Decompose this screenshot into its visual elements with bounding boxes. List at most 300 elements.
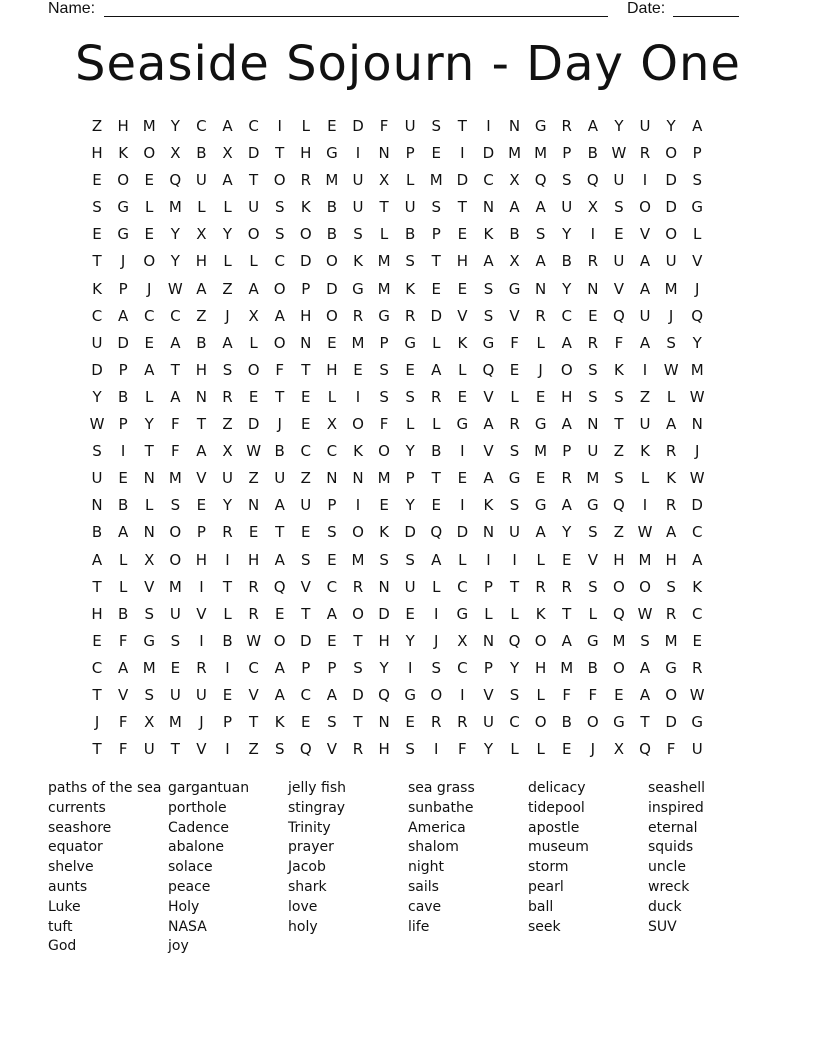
grid-letter[interactable]: O (586, 713, 599, 732)
grid-letter[interactable]: Q (169, 171, 182, 190)
grid-letter[interactable]: E (614, 685, 624, 704)
grid-letter[interactable]: Q (586, 171, 599, 190)
grid-letter[interactable]: Y (170, 225, 180, 244)
grid-letter[interactable]: L (301, 117, 310, 135)
grid-letter[interactable]: Y (614, 117, 624, 135)
grid-letter[interactable]: L (223, 198, 232, 217)
grid-letter[interactable]: A (431, 550, 442, 569)
grid-letter[interactable]: A (431, 360, 442, 379)
grid-letter[interactable]: L (145, 198, 154, 217)
grid-letter[interactable]: L (118, 577, 128, 596)
grid-letter[interactable]: I (434, 604, 439, 623)
grid-letter[interactable]: G (691, 198, 704, 217)
grid-letter[interactable]: K (379, 523, 389, 542)
grid-letter[interactable]: L (536, 333, 545, 352)
grid-letter[interactable]: M (168, 469, 182, 488)
grid-letter[interactable]: V (144, 577, 155, 596)
grid-letter[interactable]: Y (692, 333, 702, 352)
grid-letter[interactable]: W (637, 523, 653, 542)
grid-letter[interactable]: G (691, 713, 704, 732)
grid-letter[interactable]: L (432, 577, 441, 596)
grid-letter[interactable]: F (275, 360, 285, 379)
grid-letter[interactable]: P (118, 360, 128, 379)
grid-letter[interactable]: E (301, 387, 311, 406)
grid-letter[interactable]: G (456, 415, 469, 434)
grid-letter[interactable]: M (560, 658, 574, 677)
grid-letter[interactable]: O (665, 225, 678, 244)
grid-letter[interactable]: I (460, 496, 465, 515)
grid-letter[interactable]: D (665, 198, 677, 217)
grid-letter[interactable]: S (666, 333, 676, 352)
grid-letter[interactable]: A (274, 658, 285, 677)
grid-letter[interactable]: S (483, 279, 494, 298)
grid-letter[interactable]: N (508, 117, 521, 135)
grid-letter[interactable]: S (614, 469, 624, 488)
date-field[interactable] (673, 16, 739, 17)
grid-letter[interactable]: B (222, 631, 233, 650)
grid-letter[interactable]: E (431, 279, 441, 298)
grid-letter[interactable]: R (352, 577, 364, 596)
grid-letter[interactable]: D (430, 306, 443, 325)
grid-letter[interactable]: Z (248, 740, 259, 759)
grid-letter[interactable]: M (168, 713, 182, 732)
grid-letter[interactable]: Q (430, 523, 443, 542)
grid-letter[interactable]: E (92, 631, 102, 650)
grid-letter[interactable]: R (300, 171, 312, 190)
grid-letter[interactable]: R (535, 306, 546, 325)
grid-letter[interactable]: P (483, 658, 493, 677)
grid-letter[interactable]: R (404, 306, 416, 325)
grid-letter[interactable]: G (404, 333, 416, 352)
grid-letter[interactable]: S (327, 713, 337, 732)
grid-letter[interactable]: N (587, 415, 599, 434)
grid-letter[interactable]: O (639, 198, 651, 217)
grid-letter[interactable]: E (144, 333, 154, 352)
grid-letter[interactable]: Y (562, 225, 572, 244)
grid-letter[interactable]: U (91, 333, 103, 352)
grid-letter[interactable]: R (352, 306, 364, 325)
grid-letter[interactable]: K (92, 279, 102, 298)
grid-letter[interactable]: E (614, 225, 624, 244)
grid-letter[interactable]: B (117, 496, 129, 515)
grid-letter[interactable]: K (535, 604, 546, 623)
grid-letter[interactable]: E (327, 117, 337, 135)
grid-letter[interactable]: F (171, 415, 180, 434)
grid-letter[interactable]: J (590, 740, 596, 759)
grid-letter[interactable]: X (248, 306, 259, 325)
grid-letter[interactable]: Q (691, 306, 704, 325)
grid-letter[interactable]: J (694, 442, 700, 461)
grid-letter[interactable]: N (378, 713, 390, 732)
grid-letter[interactable]: I (460, 144, 465, 163)
grid-letter[interactable]: A (274, 550, 285, 569)
grid-letter[interactable]: D (456, 523, 469, 542)
grid-letter[interactable]: O (613, 658, 625, 677)
grid-letter[interactable]: E (405, 604, 415, 623)
grid-letter[interactable]: V (483, 442, 494, 461)
grid-letter[interactable]: M (142, 658, 156, 677)
grid-letter[interactable]: C (561, 306, 572, 325)
grid-letter[interactable]: E (327, 550, 337, 569)
grid-letter[interactable]: E (457, 225, 468, 244)
grid-letter[interactable]: A (222, 171, 233, 190)
grid-letter[interactable]: T (562, 604, 572, 623)
grid-letter[interactable]: V (196, 469, 207, 488)
grid-letter[interactable]: G (143, 631, 156, 650)
grid-letter[interactable]: A (561, 333, 572, 352)
grid-letter[interactable]: N (143, 469, 155, 488)
grid-letter[interactable]: J (147, 279, 152, 298)
grid-letter[interactable]: J (199, 713, 204, 732)
grid-letter[interactable]: L (223, 252, 232, 271)
grid-letter[interactable]: T (170, 360, 180, 379)
grid-letter[interactable]: O (534, 631, 547, 650)
grid-letter[interactable]: W (689, 685, 705, 704)
grid-letter[interactable]: R (535, 577, 546, 596)
grid-letter[interactable]: P (431, 225, 441, 244)
grid-letter[interactable]: L (458, 550, 467, 569)
grid-letter[interactable]: A (587, 117, 598, 135)
grid-letter[interactable]: S (92, 442, 102, 461)
grid-letter[interactable]: Z (91, 117, 103, 135)
grid-letter[interactable]: S (144, 685, 154, 704)
grid-letter[interactable]: P (118, 279, 128, 298)
grid-letter[interactable]: A (274, 496, 285, 515)
grid-letter[interactable]: X (144, 713, 155, 732)
grid-letter[interactable]: R (665, 496, 677, 515)
grid-letter[interactable]: N (378, 144, 390, 163)
grid-letter[interactable]: Y (483, 740, 494, 759)
grid-letter[interactable]: I (642, 360, 648, 379)
grid-letter[interactable]: Y (144, 415, 154, 434)
grid-letter[interactable]: O (117, 171, 130, 190)
grid-letter[interactable]: W (689, 469, 705, 488)
grid-letter[interactable]: R (352, 740, 364, 759)
grid-letter[interactable]: M (142, 117, 156, 135)
grid-letter[interactable]: O (143, 144, 156, 163)
grid-letter[interactable]: O (273, 631, 286, 650)
grid-letter[interactable]: B (196, 333, 207, 352)
grid-letter[interactable]: L (379, 225, 389, 244)
grid-letter[interactable]: A (196, 442, 207, 461)
grid-letter[interactable]: P (327, 658, 337, 677)
grid-letter[interactable]: M (638, 550, 652, 569)
grid-letter[interactable]: I (225, 550, 230, 569)
grid-letter[interactable]: E (248, 387, 259, 406)
grid-letter[interactable]: Q (273, 577, 286, 596)
grid-letter[interactable]: S (614, 387, 624, 406)
grid-letter[interactable]: Z (613, 442, 625, 461)
grid-letter[interactable]: U (613, 171, 625, 190)
grid-letter[interactable]: B (561, 713, 572, 732)
grid-letter[interactable]: N (691, 415, 703, 434)
grid-letter[interactable]: I (199, 631, 204, 650)
grid-letter[interactable]: F (614, 333, 624, 352)
grid-letter[interactable]: P (118, 415, 128, 434)
grid-letter[interactable]: S (561, 171, 572, 190)
grid-letter[interactable]: O (247, 360, 260, 379)
grid-letter[interactable]: R (248, 604, 259, 623)
grid-letter[interactable]: Q (378, 685, 390, 704)
grid-letter[interactable]: O (665, 685, 678, 704)
grid-letter[interactable]: I (486, 550, 491, 569)
grid-letter[interactable]: W (246, 442, 262, 461)
grid-letter[interactable]: T (431, 469, 441, 488)
grid-letter[interactable]: I (407, 658, 413, 677)
grid-letter[interactable]: O (299, 225, 312, 244)
grid-letter[interactable]: V (613, 279, 625, 298)
grid-letter[interactable]: A (170, 387, 181, 406)
grid-letter[interactable]: D (247, 144, 260, 163)
grid-letter[interactable]: S (274, 225, 285, 244)
grid-letter[interactable]: C (509, 713, 520, 732)
grid-letter[interactable]: J (277, 415, 282, 434)
grid-letter[interactable]: T (614, 415, 624, 434)
grid-letter[interactable]: K (118, 144, 129, 163)
grid-letter[interactable]: T (379, 198, 389, 217)
grid-letter[interactable]: C (300, 442, 312, 461)
grid-letter[interactable]: S (588, 523, 598, 542)
grid-letter[interactable]: L (249, 333, 258, 352)
grid-letter[interactable]: Y (222, 496, 233, 515)
grid-letter[interactable]: F (458, 740, 467, 759)
grid-letter[interactable]: I (512, 550, 517, 569)
grid-letter[interactable]: E (457, 279, 468, 298)
grid-letter[interactable]: M (168, 198, 182, 217)
grid-letter[interactable]: S (301, 550, 311, 569)
grid-letter[interactable]: B (561, 252, 572, 271)
grid-letter[interactable]: R (665, 442, 677, 461)
grid-letter[interactable]: U (352, 171, 364, 190)
grid-letter[interactable]: E (379, 496, 389, 515)
grid-letter[interactable]: D (326, 279, 338, 298)
grid-letter[interactable]: P (405, 469, 415, 488)
grid-letter[interactable]: L (197, 198, 206, 217)
grid-letter[interactable]: U (639, 117, 651, 135)
grid-letter[interactable]: O (273, 333, 286, 352)
grid-letter[interactable]: B (326, 225, 338, 244)
grid-letter[interactable]: Y (562, 523, 572, 542)
grid-letter[interactable]: G (534, 415, 547, 434)
grid-letter[interactable]: S (588, 360, 598, 379)
grid-letter[interactable]: M (377, 279, 391, 298)
grid-letter[interactable]: N (535, 279, 547, 298)
grid-letter[interactable]: H (91, 604, 103, 623)
grid-letter[interactable]: M (325, 171, 339, 190)
grid-letter[interactable]: I (460, 442, 465, 461)
grid-letter[interactable]: G (508, 469, 521, 488)
grid-letter[interactable]: Q (613, 604, 625, 623)
grid-letter[interactable]: S (509, 496, 520, 515)
grid-letter[interactable]: A (561, 496, 572, 515)
grid-letter[interactable]: K (666, 469, 677, 488)
grid-letter[interactable]: V (196, 604, 207, 623)
grid-letter[interactable]: T (249, 171, 259, 190)
grid-letter[interactable]: L (145, 387, 154, 406)
grid-letter[interactable]: H (195, 360, 208, 379)
grid-letter[interactable]: Q (613, 306, 625, 325)
grid-letter[interactable]: T (301, 360, 311, 379)
grid-letter[interactable]: L (536, 550, 545, 569)
grid-letter[interactable]: V (483, 387, 494, 406)
grid-letter[interactable]: M (429, 171, 443, 190)
grid-letter[interactable]: A (665, 415, 677, 434)
grid-letter[interactable]: V (483, 685, 494, 704)
grid-letter[interactable]: G (534, 117, 547, 135)
grid-letter[interactable]: P (692, 144, 702, 163)
grid-letter[interactable]: I (225, 740, 230, 759)
grid-letter[interactable]: E (118, 469, 128, 488)
grid-letter[interactable]: K (353, 252, 363, 271)
grid-letter[interactable]: I (199, 577, 204, 596)
grid-letter[interactable]: H (247, 550, 260, 569)
grid-letter[interactable]: B (405, 225, 416, 244)
grid-letter[interactable]: A (118, 658, 129, 677)
grid-letter[interactable]: X (613, 740, 625, 759)
grid-letter[interactable]: L (484, 604, 493, 623)
grid-letter[interactable]: L (405, 415, 415, 434)
grid-letter[interactable]: D (117, 333, 129, 352)
grid-letter[interactable]: S (379, 387, 389, 406)
grid-letter[interactable]: L (536, 740, 545, 759)
grid-letter[interactable]: O (352, 415, 364, 434)
grid-letter[interactable]: L (510, 740, 519, 759)
grid-letter[interactable]: N (300, 333, 312, 352)
grid-letter[interactable]: O (430, 685, 443, 704)
grid-letter[interactable]: C (196, 117, 207, 135)
grid-letter[interactable]: S (509, 442, 520, 461)
grid-letter[interactable]: S (692, 171, 702, 190)
grid-letter[interactable]: S (144, 604, 154, 623)
grid-letter[interactable]: R (222, 523, 233, 542)
grid-letter[interactable]: T (144, 442, 154, 461)
grid-letter[interactable]: S (509, 685, 520, 704)
grid-letter[interactable]: X (222, 442, 233, 461)
grid-letter[interactable]: G (613, 713, 625, 732)
grid-letter[interactable]: S (588, 387, 598, 406)
grid-letter[interactable]: U (300, 496, 312, 515)
grid-letter[interactable]: M (664, 279, 678, 298)
grid-letter[interactable]: V (300, 577, 311, 596)
grid-letter[interactable]: U (404, 117, 416, 135)
grid-letter[interactable]: E (353, 360, 363, 379)
grid-letter[interactable]: S (431, 658, 442, 677)
grid-letter[interactable]: B (117, 387, 129, 406)
grid-letter[interactable]: X (222, 144, 233, 163)
grid-letter[interactable]: A (561, 415, 572, 434)
grid-letter[interactable]: G (352, 279, 364, 298)
grid-letter[interactable]: H (117, 117, 129, 135)
grid-letter[interactable]: L (145, 496, 154, 515)
grid-letter[interactable]: P (562, 144, 572, 163)
grid-letter[interactable]: N (143, 523, 155, 542)
grid-letter[interactable]: A (144, 360, 155, 379)
grid-letter[interactable]: L (536, 685, 545, 704)
grid-letter[interactable]: Z (300, 469, 311, 488)
grid-letter[interactable]: C (457, 658, 468, 677)
grid-letter[interactable]: D (247, 415, 260, 434)
grid-letter[interactable]: M (508, 144, 522, 163)
grid-letter[interactable]: L (432, 333, 441, 352)
grid-letter[interactable]: A (509, 198, 520, 217)
grid-letter[interactable]: F (666, 740, 676, 759)
grid-letter[interactable]: T (509, 577, 520, 596)
grid-letter[interactable]: Z (222, 415, 233, 434)
grid-letter[interactable]: C (483, 171, 494, 190)
grid-letter[interactable]: H (195, 550, 208, 569)
grid-letter[interactable]: U (248, 198, 260, 217)
grid-letter[interactable]: A (561, 631, 572, 650)
grid-letter[interactable]: A (639, 658, 651, 677)
grid-letter[interactable]: U (613, 252, 625, 271)
grid-letter[interactable]: R (561, 117, 572, 135)
grid-letter[interactable]: U (691, 740, 703, 759)
grid-letter[interactable]: Y (666, 117, 676, 135)
grid-letter[interactable]: M (168, 577, 182, 596)
grid-letter[interactable]: E (301, 523, 311, 542)
grid-letter[interactable]: X (587, 198, 598, 217)
grid-letter[interactable]: L (640, 469, 650, 488)
grid-letter[interactable]: Y (379, 658, 389, 677)
grid-letter[interactable]: E (561, 740, 572, 759)
grid-letter[interactable]: S (274, 740, 285, 759)
grid-letter[interactable]: J (94, 713, 100, 732)
grid-letter[interactable]: N (482, 198, 495, 217)
grid-letter[interactable]: Q (299, 740, 312, 759)
grid-letter[interactable]: W (637, 604, 653, 623)
grid-letter[interactable]: I (642, 496, 648, 515)
grid-letter[interactable]: U (195, 685, 207, 704)
grid-letter[interactable]: A (535, 523, 546, 542)
grid-letter[interactable]: V (326, 740, 338, 759)
grid-letter[interactable]: T (431, 252, 441, 271)
grid-letter[interactable]: L (118, 550, 128, 569)
grid-letter[interactable]: M (612, 631, 626, 650)
grid-letter[interactable]: Z (639, 387, 651, 406)
grid-letter[interactable]: T (92, 577, 102, 596)
grid-letter[interactable]: X (144, 550, 155, 569)
grid-letter[interactable]: Y (405, 442, 415, 461)
grid-letter[interactable]: V (692, 252, 703, 271)
grid-letter[interactable]: M (377, 469, 391, 488)
grid-letter[interactable]: R (587, 333, 599, 352)
grid-letter[interactable]: A (639, 685, 651, 704)
grid-letter[interactable]: F (588, 685, 598, 704)
grid-letter[interactable]: G (378, 306, 390, 325)
grid-letter[interactable]: J (120, 252, 126, 271)
grid-letter[interactable]: A (665, 523, 677, 542)
grid-letter[interactable]: J (225, 306, 230, 325)
grid-letter[interactable]: H (665, 550, 677, 569)
grid-letter[interactable]: W (89, 415, 105, 434)
grid-letter[interactable]: E (509, 360, 520, 379)
grid-letter[interactable]: Y (405, 631, 415, 650)
grid-letter[interactable]: O (639, 577, 651, 596)
grid-letter[interactable]: S (353, 658, 363, 677)
grid-letter[interactable]: U (404, 198, 416, 217)
grid-letter[interactable]: I (460, 685, 465, 704)
grid-letter[interactable]: C (457, 577, 468, 596)
grid-letter[interactable]: D (300, 252, 312, 271)
name-field[interactable] (104, 16, 608, 17)
grid-letter[interactable]: H (456, 252, 468, 271)
grid-letter[interactable]: E (457, 469, 468, 488)
grid-letter[interactable]: M (377, 252, 391, 271)
grid-letter[interactable]: V (118, 685, 129, 704)
grid-letter[interactable]: B (274, 442, 285, 461)
grid-letter[interactable]: S (274, 198, 285, 217)
grid-letter[interactable]: C (326, 577, 338, 596)
